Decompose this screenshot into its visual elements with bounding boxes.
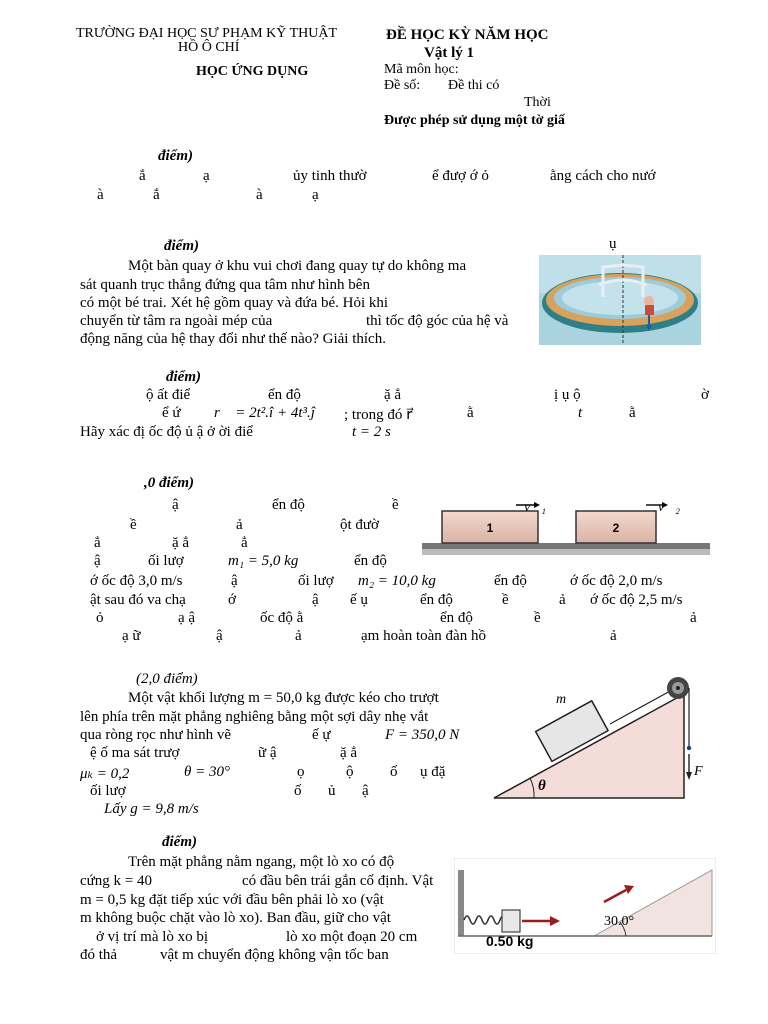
q1-text: à xyxy=(97,187,104,203)
gravity-value: Lấy g = 9,8 m/s xyxy=(104,801,199,817)
q1-text: à xyxy=(256,187,263,203)
angle-value: θ = 30° xyxy=(184,764,230,780)
school-name-line2: HỒ Ô CHÍ xyxy=(178,40,240,55)
q4-text: ế ụ xyxy=(350,592,368,608)
q4-text: ển độ xyxy=(354,553,387,569)
q4-text: ớ ốc độ 2,5 m/s xyxy=(590,592,683,608)
q5-text: ố xyxy=(294,783,302,799)
q4-text: ặ ẳ xyxy=(172,535,190,551)
q3-text: ằ xyxy=(629,405,636,421)
q4-text: ả xyxy=(610,628,617,644)
q4-text: ốc độ ằ xyxy=(260,610,304,626)
mass-label: m xyxy=(556,692,567,707)
q2-text: Một bàn quay ở khu vui chơi đang quay tự do không ma xyxy=(128,258,467,274)
q4-text: ỏ xyxy=(96,610,104,626)
q6-text: đó thả xyxy=(80,947,118,963)
merry-go-round-figure xyxy=(539,255,701,345)
q4-text: ối lượ xyxy=(298,573,334,589)
velocity-1-label: v⃗₁ xyxy=(524,500,546,515)
q4-text: ậ xyxy=(312,592,319,608)
q1-text: ể đượ ớ ỏ xyxy=(432,168,489,184)
q4-text: ề xyxy=(130,517,137,533)
q2-points: điểm) xyxy=(164,238,199,254)
mass-2-value: m₂ = 10,0 kg xyxy=(358,573,436,589)
q4-points: ,0 điểm) xyxy=(144,475,194,491)
q5-text: ối lượ xyxy=(90,783,126,799)
q6-text: m không buộc chặt vào lò xo). Ban đầu, giữ cho vật xyxy=(80,910,391,926)
q4-text: ột đườ xyxy=(340,517,379,533)
q4-text: ẳ xyxy=(94,535,101,551)
q5-text: ệ ố ma sát trượ xyxy=(90,745,180,761)
exam-time: Thời xyxy=(524,95,551,110)
q4-text: ậ xyxy=(216,628,223,644)
q4-text: ậ xyxy=(231,573,238,589)
q5-text: ậ xyxy=(362,783,369,799)
q1-text: ắ xyxy=(153,187,160,203)
q6-text: vật m chuyển động không vận tốc ban xyxy=(160,947,389,963)
time-value: t = 2 s xyxy=(352,424,391,440)
inclined-plane-figure xyxy=(488,672,708,804)
q2-text: chuyển từ tâm ra ngoài mép của xyxy=(80,313,273,329)
q4-text: ối lượ xyxy=(148,553,184,569)
q2-text: động năng của hệ thay đổi như thế nào? Giải thích. xyxy=(80,331,386,347)
velocity-2-label: v⃗₂ xyxy=(658,500,680,515)
q1-text: ắ xyxy=(139,168,146,184)
exam-number: Đề số: xyxy=(384,78,421,93)
q4-text: ển độ xyxy=(494,573,527,589)
subject-name: Vật lý 1 xyxy=(424,45,474,61)
q4-text: ạ ậ xyxy=(178,610,196,626)
q6-text: cứng k = 40 xyxy=(80,873,152,889)
exam-note: Được phép sử dụng một tờ giấ xyxy=(384,113,565,128)
q5-text: ủ xyxy=(328,783,336,799)
q5-text: ụ đặ xyxy=(420,764,446,780)
q6-text: ở vị trí mà lò xo bị xyxy=(96,929,209,945)
q5-text: Một vật khối lượng m = 50,0 kg được kéo cho trượt xyxy=(128,690,439,706)
course-code: Mã môn học: xyxy=(384,62,459,77)
q1-text: ạ xyxy=(312,187,319,203)
q2-text: có một bé trai. Xét hệ gồm quay và đứa bé. Hỏi khi xyxy=(80,295,389,311)
q5-text: ố xyxy=(390,764,398,780)
q3-text: ằ xyxy=(467,405,474,421)
school-name-line1: TRƯỜNG ĐẠI HỌC SƯ PHẠM KỸ THUẬT xyxy=(76,26,338,41)
q4-text: ển độ xyxy=(440,610,473,626)
q4-text: ả xyxy=(295,628,302,644)
q3-text: ị ụ ộ xyxy=(554,387,581,403)
q5-text: ế ự xyxy=(312,727,331,743)
q5-points: (2,0 điểm) xyxy=(136,671,198,687)
q4-text: ề xyxy=(392,497,399,513)
q6-text: m = 0,5 kg đặt tiếp xúc với đầu bên phải lò xo (vật xyxy=(80,892,384,908)
ramp-angle-label: 30.0° xyxy=(604,914,635,929)
q4-text: ạm hoàn toàn đàn hồ xyxy=(361,628,486,644)
q1-text: ằng cách cho nướ xyxy=(550,168,656,184)
q3-text: ờ xyxy=(701,387,709,403)
block-1-label: 1 xyxy=(486,521,494,535)
q6-text: có đầu bên trái gắn cố định. Vật xyxy=(242,873,434,889)
friction-coefficient: μₖ = 0,2 xyxy=(80,766,130,782)
exam-pages: Đề thi có xyxy=(448,78,500,93)
q4-text: ển độ xyxy=(420,592,453,608)
q4-text: ớ ốc độ 3,0 m/s xyxy=(90,573,183,589)
q4-text: ậ xyxy=(172,497,179,513)
q4-text: ả xyxy=(559,592,566,608)
q3-text: ; trong đó r⃗ xyxy=(344,407,413,423)
q4-text: ả xyxy=(690,610,697,626)
q6-text: lò xo một đoạn 20 cm xyxy=(286,929,418,945)
q5-text: ữ ậ xyxy=(258,745,277,761)
mass-1-value: m₁ = 5,0 kg xyxy=(228,553,299,569)
q4-text: ạ ữ xyxy=(122,628,141,644)
position-vector-formula: r⃗ = 2t².î + 4t³.ĵ xyxy=(214,405,315,421)
q1-text: ạ xyxy=(203,168,210,184)
q4-text: ề xyxy=(502,592,509,608)
force-value: F = 350,0 N xyxy=(385,727,460,743)
theta-label: θ xyxy=(538,778,546,794)
q4-text: ật sau đó va chạ xyxy=(90,592,186,608)
q4-text: ớ ốc độ 2,0 m/s xyxy=(570,573,663,589)
q1-text: ủy tinh thườ xyxy=(293,168,367,184)
q4-text: ề xyxy=(534,610,541,626)
q5-text: ặ ẳ xyxy=(340,745,358,761)
q3-text: Hãy xác đị ốc độ ủ ậ ở ời điể xyxy=(80,424,253,440)
q3-text: t xyxy=(578,405,583,421)
q3-text: ể ứ xyxy=(162,405,181,421)
q2-text: sát quanh trục thẳng đứng qua tâm như hình bên xyxy=(80,277,370,293)
q3-text: ển độ xyxy=(268,387,301,403)
q5-text: ộ xyxy=(346,764,354,780)
force-label: F⃗ xyxy=(694,764,714,779)
q5-text: ọ xyxy=(297,764,305,780)
q4-text: ớ xyxy=(228,592,236,608)
school-name-line3: HỌC ỨNG DỤNG xyxy=(196,64,309,79)
q5-text: lên phía trên mặt phẳng nghiêng bằng một sợi dây nhẹ vắt xyxy=(80,709,429,725)
block-mass-label: 0.50 kg xyxy=(486,933,534,949)
q5-text: qua ròng rọc như hình vẽ xyxy=(80,727,232,743)
q2-figure-label: ụ xyxy=(609,236,617,252)
q3-points: điểm) xyxy=(166,369,201,385)
q4-text: ậ xyxy=(94,553,101,569)
q4-text: ẳ xyxy=(241,535,248,551)
exam-title: ĐỀ HỌC KỲ NĂM HỌC xyxy=(386,27,549,43)
q4-text: ả xyxy=(236,517,243,533)
q3-text: ặ ẳ xyxy=(384,387,402,403)
q2-text: thì tốc độ góc của hệ và xyxy=(366,313,509,329)
q1-points: điểm) xyxy=(158,148,193,164)
q4-text: ển độ xyxy=(272,497,305,513)
q3-text: ộ ất điể xyxy=(146,387,191,403)
q6-text: Trên mặt phẳng nằm ngang, một lò xo có độ xyxy=(128,854,395,870)
q6-points: điểm) xyxy=(162,834,197,850)
block-2-label: 2 xyxy=(612,521,620,535)
